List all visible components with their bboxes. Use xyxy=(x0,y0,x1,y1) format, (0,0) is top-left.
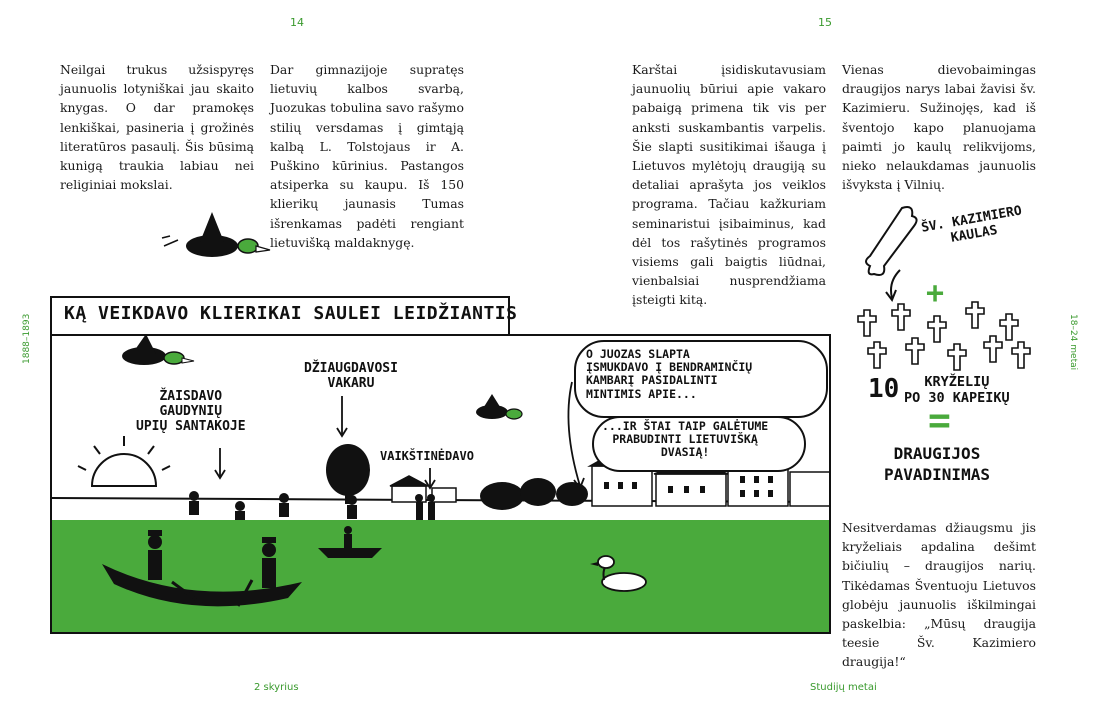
footer-chapter: 2 skyrius xyxy=(254,682,299,693)
text-column-3: Karštai įsidiskutavusiam jaunuolių būriui apie vakaro pabaigą primena tik vis per anksti suskambantis varpelis. Šie slapti susitikimai išauga į Lietuvos mylėtojų draugiją su detaliai aprašyta jos veiklos programa. Tačiau kažkuriam seminaristui įsibaiminus, kad dėl tos rašytinės programos visiems gali baigtis liūdnai, vienbalsiai nusprendžiama įsteigti kitą. xyxy=(632,62,826,308)
equals-sign: = xyxy=(928,398,951,442)
bone-label: ŠV. KAZIMIERO KAULAS xyxy=(920,203,1023,246)
crosses-icon xyxy=(848,300,1034,376)
page-number-left: 14 xyxy=(290,16,304,29)
label-joy: DŽIAUGDAVOSI VAKARU xyxy=(304,361,398,391)
comic-title: KĄ VEIKDAVO KLIERIKAI SAULEI LEIDŽIANTIS xyxy=(64,303,518,324)
bubble-narration-text: O JUOZAS SLAPTA ĮSMUKDAVO Į BENDRAMINČIŲ KAMBARĮ PASIDALINTI MINTIMIS APIE... xyxy=(586,347,753,401)
bubble-quote-text: ...IR ŠTAI TAIP GALĖTUME PRABUDINTI LIETUVIŠKĄ DVASIĄ! xyxy=(602,419,769,460)
arrow-down-icon xyxy=(880,268,910,304)
result-label: DRAUGIJOS PAVADINIMAS xyxy=(884,444,990,484)
text-column-4: Vienas dievobaimingas draugijos narys labai žavisi šv. Kazimieru. Sužinojęs, kad iš šventojo kapo planuojama paimti jo kaulų relikvijoms, nieko nelaukdamas jaunuolis išvyksta į Vilnių. xyxy=(842,62,1036,193)
page-number-right: 15 xyxy=(818,16,832,29)
footer-section: Studijų metai xyxy=(810,682,877,693)
flying-duck-illustration xyxy=(160,206,275,268)
plus-sign: + xyxy=(926,276,945,311)
text-column-1: Neilgai trukus užsispyręs jaunuolis lotyniškai jau skaito knygas. O dar pramokęs lenkiškai, pasineria į grožinės literatūros pasaulį. Šis būsimą kunigą traukia labiau nei religiniai mokslai. xyxy=(60,62,254,193)
label-play: ŽAISDAVO GAUDYNIŲ UPIŲ SANTAKOJE xyxy=(136,389,246,434)
side-label-years: 1888–1893 xyxy=(22,313,32,364)
comic-panel xyxy=(50,334,831,634)
side-label-age: 18–24 metai xyxy=(1068,314,1078,371)
crosses-count: 10 xyxy=(868,374,900,404)
crosses-label: KRYŽELIŲ PO 30 KAPEIKŲ xyxy=(904,374,1010,407)
text-column-2: Dar gimnazijoje supratęs lietuvių kalbos svarbą, Juozukas tobulina savo rašymo stilių versdamas į gimtąją kalbą L. Tolstojaus ir A. Puškino kūrinius. Pastangos atsiperka su kaupu. Iš 150 klierikų jaunasis Tumas išrenkamas padėti rengiant lietuvišką maldaknygę. xyxy=(270,62,464,250)
label-walk: VAIKŠTINĖDAVO xyxy=(380,449,474,463)
text-column-5: Nesitverdamas džiaugsmu jis kryželiais apdalina dešimt bičiulių – draugijos narių. Tikėdamas Šventuoju Lietuvos globėju jaunuolis iškilmingai paskelbia: „Mūsų draugija teesie Šv. Kazimiero draugija!“ xyxy=(842,520,1036,670)
